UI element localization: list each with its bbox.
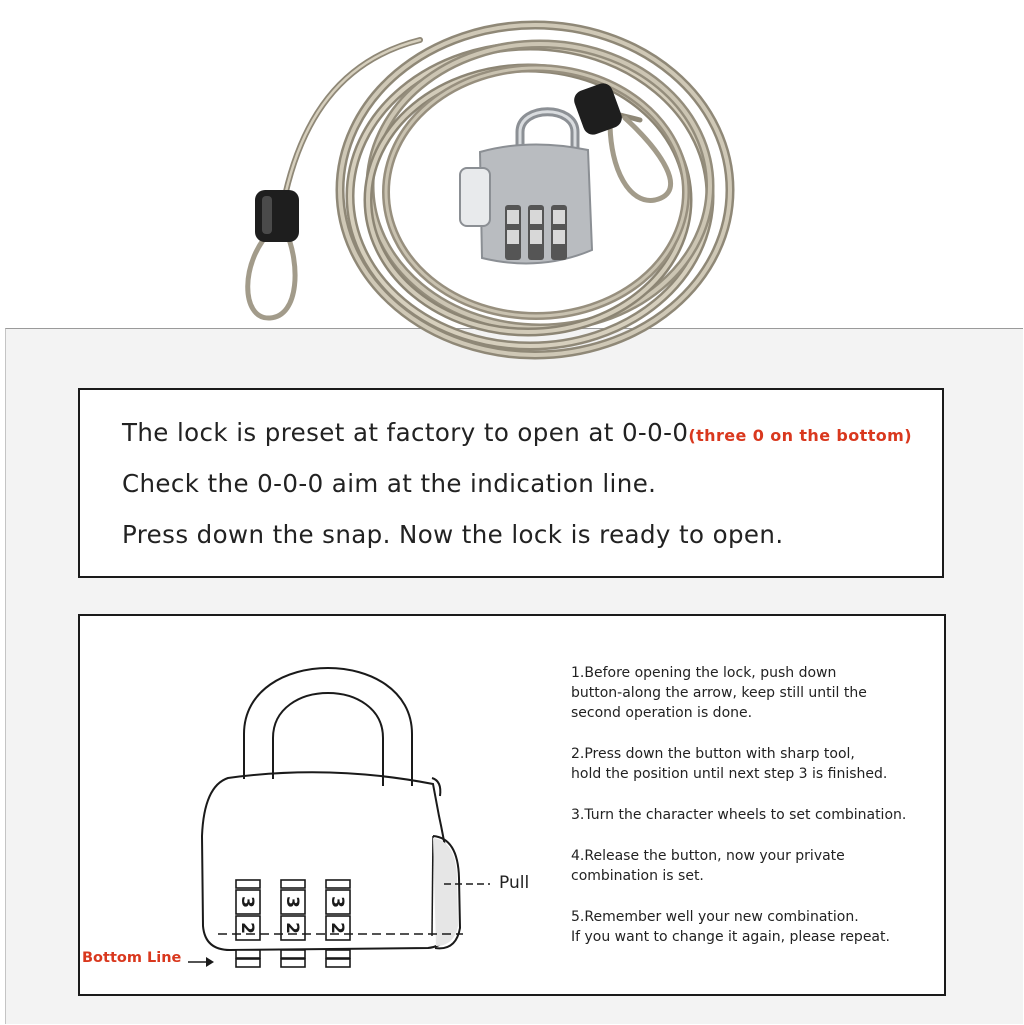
intro-box	[78, 388, 944, 578]
step-1-line-3: second operation is done.	[571, 705, 753, 721]
intro-line-1-main: The lock is preset at factory to open at 0-0-0	[122, 418, 689, 447]
step-1-line-1: 1.Before opening the lock, push down	[571, 665, 837, 681]
step-3	[571, 805, 906, 825]
bottom-line-label: Bottom Line	[82, 950, 182, 966]
intro-line-1	[122, 418, 912, 447]
step-5-line-1: 5.Remember well your new combination.	[571, 909, 859, 925]
step-4-line-2: combination is set.	[571, 868, 704, 884]
padlock-diagram-icon	[80, 616, 560, 994]
step-1-line-2: button-along the arrow, keep still until the	[571, 685, 867, 701]
step-1	[571, 663, 867, 723]
step-3-line-1: 3.Turn the character wheels to set combination.	[571, 807, 907, 823]
instruction-box	[78, 614, 946, 996]
intro-line-3: Press down the snap. Now the lock is ready to open.	[122, 520, 784, 549]
step-2	[571, 744, 887, 784]
step-5	[571, 907, 890, 947]
wheel-1-digit-bottom: 2	[237, 922, 257, 934]
pull-label: Pull	[499, 873, 530, 893]
step-5-line-2: If you want to change it again, please repeat.	[571, 929, 890, 945]
wheel-1-digit-top: 3	[237, 896, 257, 908]
step-4	[571, 846, 845, 886]
wheel-2-digit-bottom: 2	[282, 922, 302, 934]
step-2-line-2: hold the position until next step 3 is finished.	[571, 766, 888, 782]
cable-lock-photo-icon	[0, 0, 1024, 380]
wheel-3-digit-top: 3	[327, 896, 347, 908]
wheel-3-digit-bottom: 2	[327, 922, 347, 934]
step-4-line-1: 4.Release the button, now your private	[571, 848, 845, 864]
wheel-2-digit-top: 3	[282, 896, 302, 908]
intro-line-2: Check the 0-0-0 aim at the indication line.	[122, 469, 657, 498]
intro-line-1-note: (three 0 on the bottom)	[688, 426, 912, 445]
step-2-line-1: 2.Press down the button with sharp tool,	[571, 746, 855, 762]
